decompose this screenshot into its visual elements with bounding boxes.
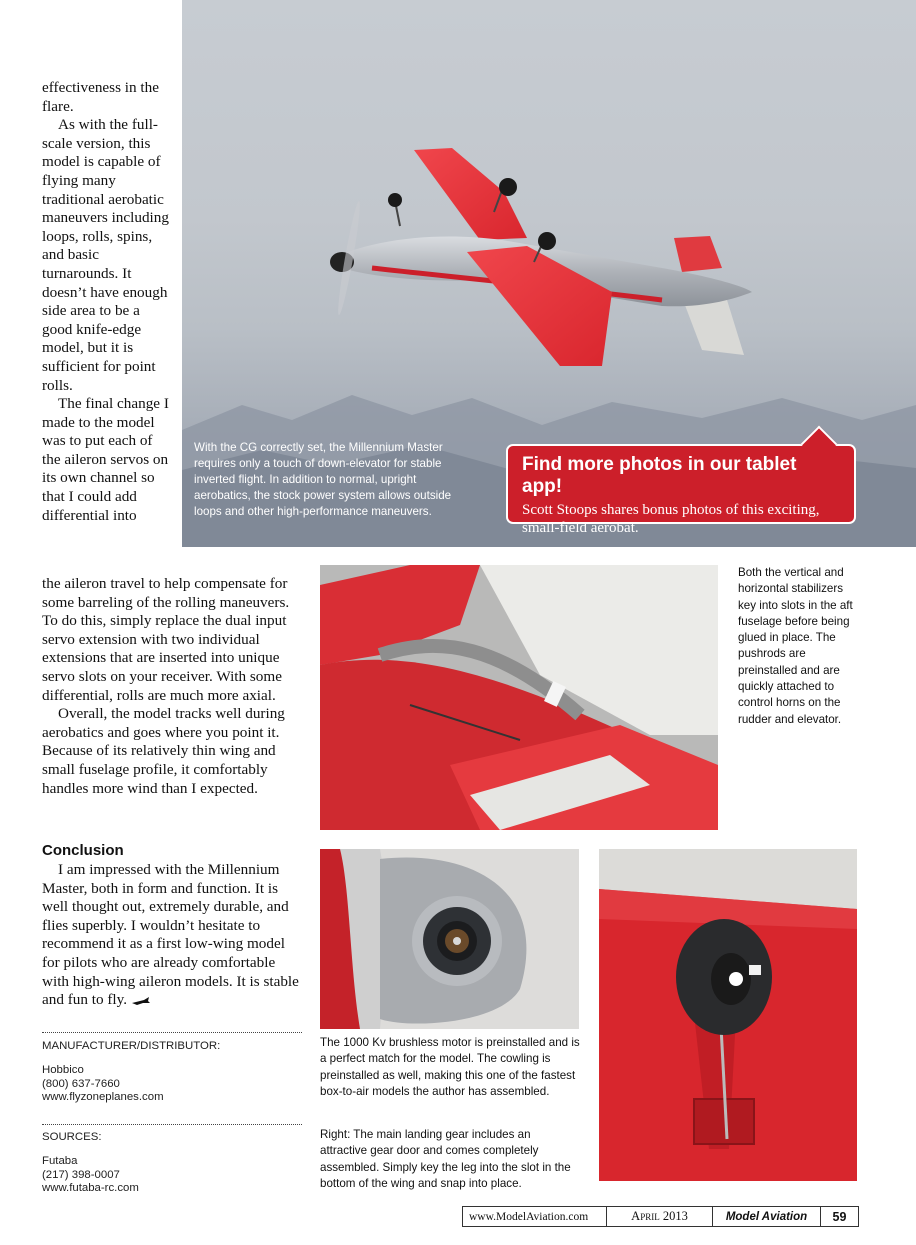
article-paragraph: effectiveness in the flare. (42, 79, 159, 115)
photo-stabilizers (320, 565, 718, 830)
sources-info (42, 1131, 302, 1195)
conclusion-section (42, 842, 304, 1010)
dotted-divider (42, 1124, 302, 1125)
stabilizer-photo-caption: Both the vertical and horizontal stabilizers key into slots in the aft fuselage before being glued in place. The pushrods are preinstalled and are quickly attached to control horns on the rudder and elevator. (738, 566, 853, 726)
sources-label: SOURCES: (42, 1131, 102, 1143)
footer-page-number: 59 (832, 1209, 847, 1224)
conclusion-paragraph (42, 861, 304, 1010)
photo-landing-gear (599, 849, 857, 1181)
callout-title: Find more photos in our tablet app! (522, 454, 797, 497)
manufacturer-website[interactable]: www.flyzoneplanes.com (42, 1090, 164, 1103)
conclusion-text: I am impressed with the Millennium Master, both in form and function. It is well thought out, extremely durable, and flies superbly. I wouldn’t hesitate to recommend it as a first low-wing model for pilots who are already comfortable with high-wing aileron models. It is stable and fun to fly. (42, 861, 299, 1009)
dotted-divider (42, 1032, 302, 1033)
hero-photo-caption: With the CG correctly set, the Millennium Master requires only a touch of down-elevator for stable inverted flight. In addition to normal, upright aerobatics, the stock power system allows outside loops and other high-performance maneuvers. (194, 441, 452, 518)
gear-photo-caption: Right: The main landing gear includes an attractive gear door and comes completely assembled. Simply key the leg into the slot in the bottom of the wing and snap into place. (320, 1128, 571, 1190)
photo-stabilizers-art (320, 565, 718, 830)
article-paragraph: The final change I made to the model was to put each of the aileron servos on its own channel so that I could add differential into (42, 395, 169, 524)
footer-website[interactable]: www.ModelAviation.com (463, 1207, 607, 1226)
source-phone: (217) 398-0007 (42, 1168, 120, 1181)
footer-magazine-name: Model Aviation (713, 1207, 821, 1226)
photo-gear-art (599, 849, 857, 1181)
manufacturer-label: MANUFACTURER/DISTRIBUTOR: (42, 1040, 221, 1052)
article-paragraph: the aileron travel to help compensate for some barreling of the rolling maneuvers. To do this, simply replace the dual input servo extension with two individual extensions that are inserted into unique servo slots on your receiver. With some differential, rolls are much more axial. (42, 575, 290, 704)
manufacturer-phone: (800) 637-7660 (42, 1077, 120, 1090)
photo-brushless-motor (320, 849, 579, 1029)
source-name: Futaba (42, 1155, 78, 1168)
source-website[interactable]: www.futaba-rc.com (42, 1181, 139, 1194)
motor-photo-caption: The 1000 Kv brushless motor is preinstalled and is a perfect match for the model. The cowling is preinstalled as well, making this one of the fastest box-to-air models the author has assembled. (320, 1036, 580, 1098)
photo-motor-art (320, 849, 579, 1029)
tablet-app-callout (506, 444, 856, 536)
article-paragraph: Overall, the model tracks well during aerobatics and goes where you point it. Because of its relatively thin wing and small fuselage profile, it comfortably handles more wind than I expected. (42, 705, 285, 797)
article-column-wide (42, 575, 304, 798)
article-column-narrow (42, 79, 170, 525)
conclusion-heading: Conclusion (42, 842, 124, 859)
article-paragraph: As with the full-scale version, this model is capable of flying many traditional aerobatic maneuvers including loops, rolls, spins, and basic turnarounds. It doesn’t have enough side area to be a good knife-edge model, but it is sufficient for point rolls. (42, 116, 169, 394)
footer-issue-date: April 2013 (607, 1207, 713, 1226)
callout-subtitle: Scott Stoops shares bonus photos of this exciting, small-field aerobat. (522, 502, 820, 536)
manufacturer-name: Hobbico (42, 1064, 84, 1077)
end-mark-plane-icon (131, 996, 151, 1006)
manufacturer-info (42, 1040, 302, 1104)
page-footer (462, 1206, 859, 1227)
